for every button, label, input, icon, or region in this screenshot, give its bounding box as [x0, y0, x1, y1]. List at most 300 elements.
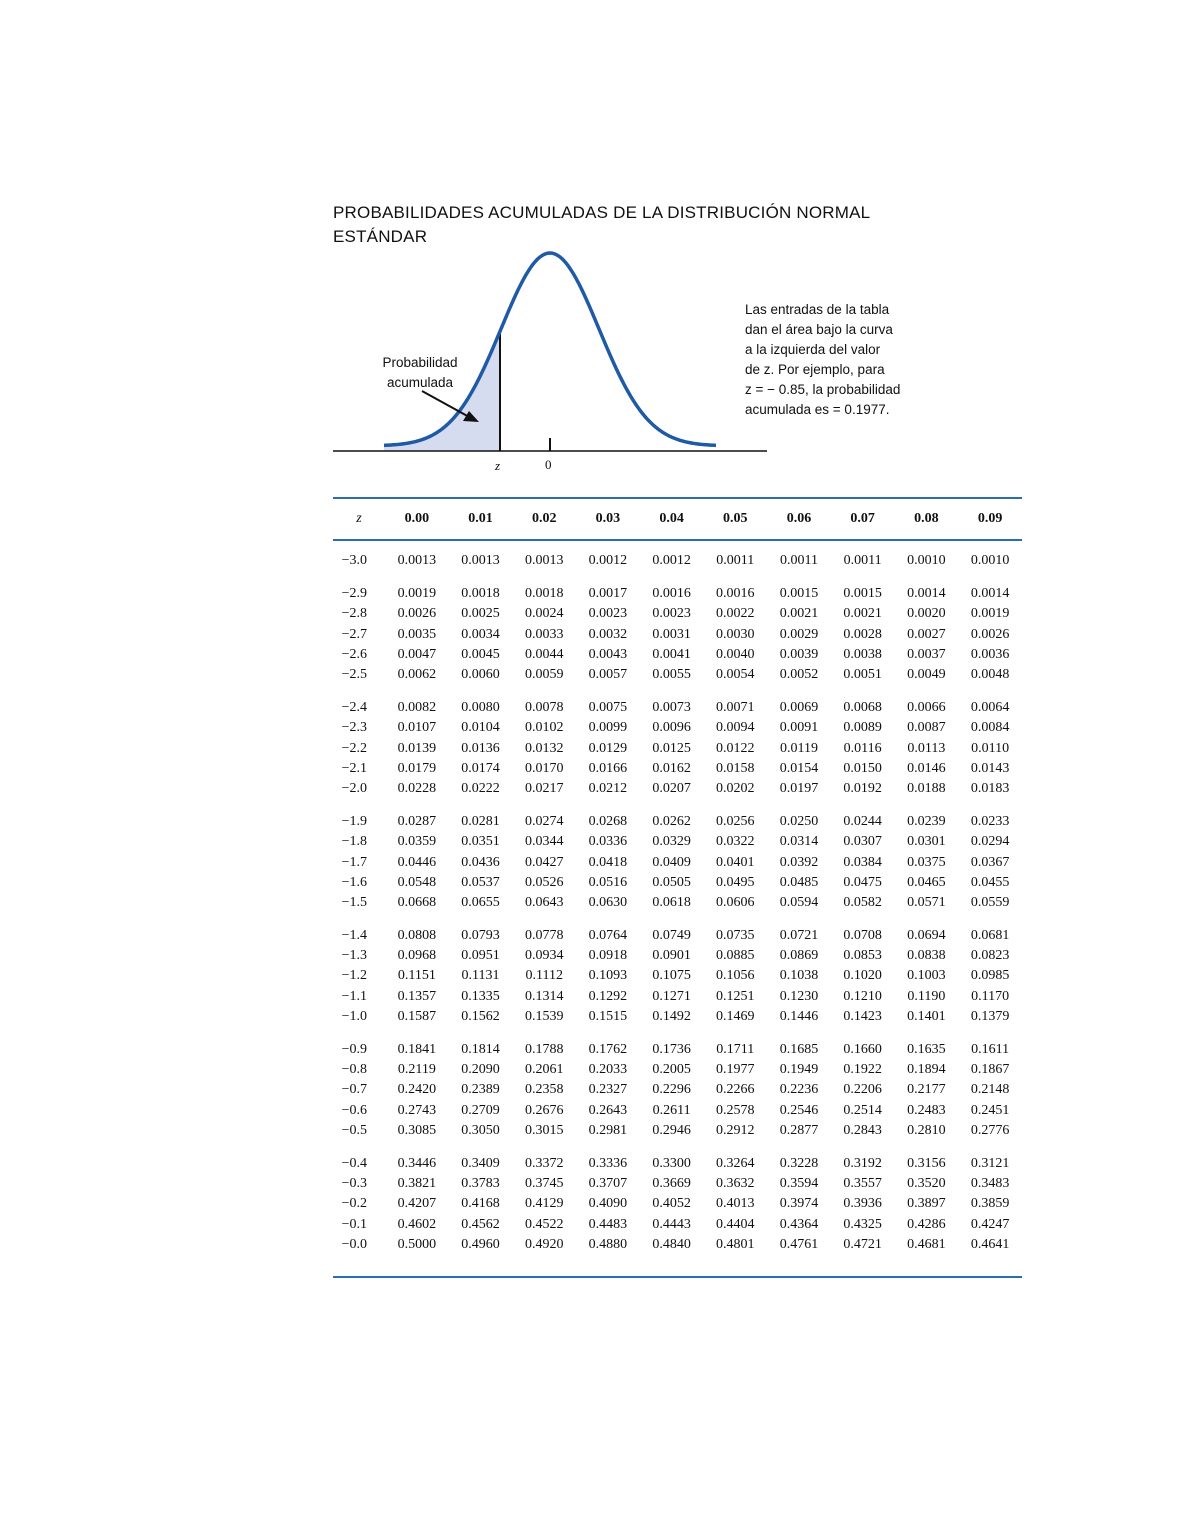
table-row — [333, 698, 1022, 718]
probability-cell: 0.0071 — [716, 700, 755, 716]
probability-cell: 0.0012 — [588, 553, 628, 569]
probability-cell: 0.0047 — [397, 646, 437, 662]
z-value-cell: −0.7 — [341, 1082, 367, 1098]
table-row — [333, 584, 1022, 604]
gap-cell — [333, 571, 1022, 584]
probability-cell: 0.3264 — [716, 1155, 755, 1171]
probability-cell: 0.0041 — [652, 646, 691, 662]
probability-cell: 0.0020 — [907, 606, 946, 622]
probability-cell: 0.0013 — [524, 553, 564, 569]
probability-cell: 0.0110 — [971, 740, 1010, 756]
probability-cell: 0.0022 — [716, 606, 755, 622]
probability-cell: 0.2389 — [461, 1082, 500, 1098]
probability-cell: 0.1762 — [588, 1042, 628, 1058]
column-header: 0.01 — [468, 510, 493, 526]
z-value-cell: −1.3 — [341, 948, 367, 964]
z-value-cell: −2.4 — [341, 700, 367, 716]
probability-cell: 0.0174 — [461, 760, 500, 776]
probability-cell: 0.0119 — [779, 740, 818, 756]
probability-cell: 0.0027 — [907, 626, 946, 642]
probability-cell: 0.1038 — [779, 968, 819, 984]
figure-caption — [745, 300, 965, 420]
probability-cell: 0.0069 — [779, 700, 819, 716]
table-row — [333, 946, 1022, 966]
probability-cell: 0.0028 — [843, 626, 882, 642]
probability-cell: 0.3821 — [397, 1176, 437, 1192]
probability-cell: 0.0885 — [716, 948, 755, 964]
probability-cell: 0.3707 — [588, 1176, 628, 1192]
probability-cell: 0.1894 — [907, 1062, 946, 1078]
z-value-cell: −1.2 — [341, 968, 367, 984]
probability-cell: 0.2776 — [970, 1122, 1010, 1138]
probability-cell: 0.0778 — [524, 928, 564, 944]
probability-cell: 0.4522 — [524, 1216, 564, 1232]
probability-cell: 0.0010 — [907, 553, 946, 569]
probability-cell: 0.4247 — [970, 1216, 1010, 1232]
probability-cell: 0.0132 — [524, 740, 564, 756]
probability-cell: 0.4090 — [588, 1196, 628, 1212]
probability-cell: 0.0351 — [461, 834, 500, 850]
probability-cell: 0.0096 — [652, 720, 691, 736]
probability-cell: 0.1922 — [843, 1062, 882, 1078]
probability-cell: 0.0113 — [907, 740, 946, 756]
z-value-cell: −3.0 — [341, 553, 367, 569]
table-row — [333, 739, 1022, 759]
probability-cell: 0.0064 — [970, 700, 1010, 716]
z-value-cell: −1.8 — [341, 834, 367, 850]
probability-cell: 0.0446 — [397, 854, 437, 870]
probability-cell: 0.1814 — [461, 1042, 500, 1058]
cumulative-probability-label — [372, 353, 468, 393]
probability-cell: 0.4920 — [524, 1236, 564, 1252]
probability-cell: 0.1190 — [907, 988, 946, 1004]
probability-cell: 0.0010 — [970, 553, 1010, 569]
z-value-cell: −1.6 — [341, 874, 367, 890]
group-gap-row — [333, 913, 1022, 926]
probability-cell: 0.0838 — [907, 948, 946, 964]
probability-cell: 0.0040 — [716, 646, 755, 662]
probability-cell: 0.0037 — [907, 646, 946, 662]
group-gap-row — [333, 685, 1022, 698]
probability-cell: 0.4641 — [970, 1236, 1010, 1252]
probability-cell: 0.0808 — [397, 928, 437, 944]
probability-cell: 0.0392 — [779, 854, 819, 870]
z-value-cell: −0.5 — [341, 1122, 367, 1138]
table-row — [333, 1101, 1022, 1121]
probability-cell: 0.0336 — [588, 834, 628, 850]
table-row — [333, 1060, 1022, 1080]
probability-cell: 0.0066 — [907, 700, 946, 716]
probability-cell: 0.2483 — [907, 1102, 946, 1118]
probability-cell: 0.0606 — [716, 894, 755, 910]
probability-cell: 0.0294 — [970, 834, 1010, 850]
probability-cell: 0.2843 — [843, 1122, 882, 1138]
probability-cell: 0.2877 — [779, 1122, 819, 1138]
table-row — [333, 1007, 1022, 1027]
probability-cell: 0.0268 — [588, 814, 628, 830]
probability-cell: 0.0166 — [588, 760, 628, 776]
probability-cell: 0.3483 — [970, 1176, 1010, 1192]
probability-cell: 0.2981 — [588, 1122, 628, 1138]
probability-cell: 0.0918 — [588, 948, 628, 964]
probability-cell: 0.0087 — [907, 720, 946, 736]
caption-line: de z. Por ejemplo, para — [745, 362, 885, 377]
group-gap-row — [333, 1027, 1022, 1040]
table-row — [333, 1154, 1022, 1174]
probability-cell: 0.0505 — [652, 874, 691, 890]
probability-cell: 0.0281 — [461, 814, 500, 830]
probability-cell: 0.0080 — [461, 700, 500, 716]
probability-cell: 0.1131 — [461, 968, 500, 984]
probability-cell: 0.4325 — [843, 1216, 882, 1232]
probability-cell: 0.0015 — [843, 586, 882, 602]
probability-cell: 0.1539 — [524, 1008, 564, 1024]
table-row — [333, 832, 1022, 852]
column-header: 0.07 — [850, 510, 875, 526]
probability-cell: 0.0026 — [970, 626, 1010, 642]
probability-cell: 0.1446 — [779, 1008, 819, 1024]
z-axis-label: z — [495, 458, 501, 473]
probability-cell: 0.0287 — [397, 814, 437, 830]
probability-cell: 0.0043 — [588, 646, 628, 662]
probability-cell: 0.0314 — [779, 834, 819, 850]
probability-cell: 0.4364 — [779, 1216, 819, 1232]
probability-cell: 0.2061 — [524, 1062, 564, 1078]
probability-cell: 0.0044 — [524, 646, 564, 662]
probability-cell: 0.0367 — [970, 854, 1010, 870]
probability-cell: 0.0401 — [716, 854, 755, 870]
probability-cell: 0.0024 — [524, 606, 564, 622]
z-value-cell: −2.6 — [341, 646, 367, 662]
probability-cell: 0.4960 — [461, 1236, 500, 1252]
probability-cell: 0.0618 — [652, 894, 691, 910]
probability-cell: 0.0495 — [716, 874, 755, 890]
probability-cell: 0.0026 — [397, 606, 437, 622]
probability-cell: 0.0011 — [779, 553, 818, 569]
probability-cell: 0.3015 — [524, 1122, 564, 1138]
probability-cell: 0.0192 — [843, 780, 882, 796]
table-row — [333, 759, 1022, 779]
probability-cell: 0.0049 — [907, 667, 946, 683]
probability-cell: 0.0032 — [588, 626, 628, 642]
probability-cell: 0.2514 — [843, 1102, 882, 1118]
z-value-cell: −0.3 — [341, 1176, 367, 1192]
probability-cell: 0.3085 — [397, 1122, 437, 1138]
probability-cell: 0.3783 — [461, 1176, 500, 1192]
probability-cell: 0.0559 — [970, 894, 1010, 910]
probability-cell: 0.1469 — [716, 1008, 755, 1024]
probability-cell: 0.2327 — [588, 1082, 628, 1098]
z-value-cell: −1.5 — [341, 894, 367, 910]
table-spacer-row — [333, 539, 1022, 551]
probability-cell: 0.0655 — [461, 894, 500, 910]
probability-cell: 0.2676 — [524, 1102, 564, 1118]
zero-axis-label: 0 — [545, 457, 552, 472]
z-value-cell: −0.2 — [341, 1196, 367, 1212]
probability-cell: 0.0116 — [843, 740, 882, 756]
gap-cell — [333, 1027, 1022, 1040]
probability-cell: 0.1587 — [397, 1008, 437, 1024]
table-row — [333, 625, 1022, 645]
probability-cell: 0.3372 — [524, 1155, 564, 1171]
probability-cell: 0.0019 — [397, 586, 437, 602]
probability-cell: 0.0016 — [652, 586, 691, 602]
probability-cell: 0.1230 — [779, 988, 819, 1004]
probability-cell: 0.0384 — [843, 854, 882, 870]
probability-cell: 0.0136 — [461, 740, 500, 756]
probability-cell: 0.0025 — [461, 606, 500, 622]
table-body — [333, 539, 1022, 1255]
group-gap-row — [333, 799, 1022, 812]
z-value-cell: −2.9 — [341, 586, 367, 602]
z-value-cell: −0.1 — [341, 1216, 367, 1232]
probability-cell: 0.0031 — [652, 626, 691, 642]
probability-cell: 0.0526 — [524, 874, 564, 890]
probability-cell: 0.1611 — [971, 1042, 1010, 1058]
probability-cell: 0.1251 — [716, 988, 755, 1004]
probability-cell: 0.0228 — [397, 780, 437, 796]
table-row — [333, 1214, 1022, 1234]
probability-cell: 0.4681 — [907, 1236, 946, 1252]
probability-cell: 0.1423 — [843, 1008, 882, 1024]
probability-cell: 0.0256 — [716, 814, 755, 830]
z-value-cell: −2.5 — [341, 667, 367, 683]
probability-cell: 0.0055 — [652, 667, 691, 683]
probability-cell: 0.0122 — [716, 740, 755, 756]
probability-cell: 0.4721 — [843, 1236, 882, 1252]
probability-cell: 0.1292 — [588, 988, 628, 1004]
probability-cell: 0.4207 — [397, 1196, 437, 1212]
probability-cell: 0.1075 — [652, 968, 691, 984]
probability-cell: 0.0068 — [843, 700, 882, 716]
probability-cell: 0.2005 — [652, 1062, 691, 1078]
z-value-cell: −0.0 — [341, 1236, 367, 1252]
z-value-cell: −1.4 — [341, 928, 367, 944]
probability-cell: 0.2358 — [524, 1082, 564, 1098]
table-row — [333, 1040, 1022, 1060]
probability-cell: 0.0582 — [843, 894, 882, 910]
probability-cell: 0.0951 — [461, 948, 500, 964]
table-row — [333, 812, 1022, 832]
probability-cell: 0.0059 — [524, 667, 564, 683]
probability-cell: 0.0013 — [397, 553, 437, 569]
probability-cell: 0.2611 — [652, 1102, 691, 1118]
probability-cell: 0.0158 — [716, 760, 755, 776]
probability-cell: 0.3936 — [843, 1196, 882, 1212]
probability-cell: 0.3121 — [970, 1155, 1010, 1171]
probability-cell: 0.4801 — [716, 1236, 755, 1252]
probability-cell: 0.2119 — [397, 1062, 436, 1078]
probability-cell: 0.0329 — [652, 834, 691, 850]
probability-cell: 0.0038 — [843, 646, 882, 662]
table-header-row — [333, 498, 1022, 539]
probability-cell: 0.4052 — [652, 1196, 691, 1212]
probability-cell: 0.0427 — [524, 854, 564, 870]
probability-cell: 0.1562 — [461, 1008, 500, 1024]
probability-cell: 0.0099 — [588, 720, 628, 736]
probability-cell: 0.0418 — [588, 854, 628, 870]
probability-cell: 0.0643 — [524, 894, 564, 910]
probability-cell: 0.0594 — [779, 894, 819, 910]
column-header: 0.02 — [531, 510, 557, 526]
table-row — [333, 1174, 1022, 1194]
probability-cell: 0.0207 — [652, 780, 691, 796]
table-row — [333, 987, 1022, 1007]
probability-cell: 0.1314 — [524, 988, 564, 1004]
probability-cell: 0.2266 — [716, 1082, 755, 1098]
probability-cell: 0.0823 — [970, 948, 1010, 964]
probability-cell: 0.0084 — [970, 720, 1010, 736]
z-value-cell: −1.0 — [341, 1008, 367, 1024]
probability-cell: 0.2810 — [907, 1122, 946, 1138]
z-value-cell: −0.9 — [341, 1042, 367, 1058]
prob-label-line: acumulada — [386, 375, 454, 390]
column-header: 0.00 — [404, 510, 430, 526]
caption-line: dan el área bajo la curva — [745, 322, 893, 337]
probability-cell: 0.0202 — [716, 780, 755, 796]
probability-cell: 0.0102 — [524, 720, 564, 736]
probability-cell: 0.1093 — [588, 968, 628, 984]
probability-cell: 0.2946 — [652, 1122, 691, 1138]
probability-cell: 0.3859 — [970, 1196, 1010, 1212]
caption-line: z = − 0.85, la probabilidad — [745, 382, 901, 397]
probability-cell: 0.1685 — [779, 1042, 819, 1058]
probability-cell: 0.0030 — [716, 626, 755, 642]
table-row — [333, 1235, 1022, 1255]
probability-cell: 0.1210 — [843, 988, 882, 1004]
probability-cell: 0.0409 — [652, 854, 691, 870]
probability-cell: 0.3669 — [652, 1176, 691, 1192]
probability-cell: 0.0052 — [779, 667, 819, 683]
probability-cell: 0.4013 — [716, 1196, 755, 1212]
probability-cell: 0.0129 — [588, 740, 628, 756]
probability-cell: 0.2643 — [588, 1102, 628, 1118]
probability-cell: 0.4286 — [907, 1216, 946, 1232]
probability-cell: 0.0029 — [779, 626, 819, 642]
table-row — [333, 718, 1022, 738]
group-gap-row — [333, 1141, 1022, 1154]
normal-curve-figure — [330, 240, 780, 460]
probability-cell: 0.0179 — [397, 760, 437, 776]
probability-cell: 0.3050 — [461, 1122, 500, 1138]
probability-cell: 0.0262 — [652, 814, 691, 830]
caption-line: Las entradas de la tabla — [745, 302, 890, 317]
table-row — [333, 1194, 1022, 1214]
probability-cell: 0.0015 — [779, 586, 819, 602]
probability-cell: 0.2296 — [652, 1082, 691, 1098]
column-header: 0.06 — [786, 510, 812, 526]
table-row — [333, 645, 1022, 665]
probability-cell: 0.2206 — [843, 1082, 882, 1098]
z-value-cell: −2.8 — [341, 606, 367, 622]
column-header: 0.03 — [595, 510, 621, 526]
table-row — [333, 779, 1022, 799]
probability-cell: 0.1056 — [716, 968, 755, 984]
probability-cell: 0.0150 — [843, 760, 882, 776]
probability-cell: 0.0694 — [907, 928, 946, 944]
probability-cell: 0.0125 — [652, 740, 691, 756]
probability-cell: 0.0013 — [461, 553, 500, 569]
probability-cell: 0.0239 — [907, 814, 946, 830]
probability-cell: 0.0985 — [970, 968, 1010, 984]
probability-cell: 0.0359 — [397, 834, 437, 850]
table-row — [333, 926, 1022, 946]
probability-cell: 0.0668 — [397, 894, 437, 910]
probability-cell: 0.1736 — [652, 1042, 691, 1058]
probability-cell: 0.0036 — [970, 646, 1010, 662]
table-row — [333, 1080, 1022, 1100]
probability-cell: 0.0021 — [779, 606, 819, 622]
group-gap-row — [333, 571, 1022, 584]
probability-cell: 0.2420 — [397, 1082, 437, 1098]
spacer-cell — [333, 539, 1022, 551]
page-title: PROBABILIDADES ACUMULADAS DE LA DISTRIBUCIÓN NORMAL ESTÁNDAR — [333, 203, 870, 246]
probability-cell: 0.0082 — [397, 700, 437, 716]
probability-cell: 0.4483 — [588, 1216, 628, 1232]
probability-cell: 0.0034 — [461, 626, 500, 642]
z-value-cell: −1.1 — [341, 988, 367, 1004]
probability-cell: 0.2912 — [716, 1122, 755, 1138]
probability-cell: 0.2090 — [461, 1062, 500, 1078]
probability-cell: 0.0073 — [652, 700, 691, 716]
probability-cell: 0.3300 — [652, 1155, 691, 1171]
probability-cell: 0.0170 — [524, 760, 564, 776]
probability-cell: 0.0188 — [907, 780, 946, 796]
probability-cell: 0.1788 — [524, 1042, 564, 1058]
column-header: 0.05 — [723, 510, 748, 526]
caption-line: acumulada es = 0.1977. — [745, 402, 890, 417]
probability-cell: 0.3594 — [779, 1176, 819, 1192]
probability-cell: 0.0011 — [716, 553, 755, 569]
probability-cell: 0.3745 — [524, 1176, 564, 1192]
table-bottom-rule — [333, 1276, 1022, 1278]
probability-cell: 0.0222 — [461, 780, 500, 796]
probability-cell: 0.0154 — [779, 760, 819, 776]
probability-cell: 0.0078 — [524, 700, 564, 716]
probability-cell: 0.1515 — [588, 1008, 628, 1024]
probability-cell: 0.0054 — [716, 667, 755, 683]
probability-cell: 0.3897 — [907, 1196, 946, 1212]
probability-cell: 0.2148 — [970, 1082, 1010, 1098]
probability-cell: 0.0307 — [843, 834, 882, 850]
probability-cell: 0.3156 — [907, 1155, 946, 1171]
probability-cell: 0.0016 — [716, 586, 755, 602]
gap-cell — [333, 913, 1022, 926]
probability-cell: 0.4443 — [652, 1216, 691, 1232]
probability-cell: 0.0537 — [461, 874, 500, 890]
probability-cell: 0.0014 — [970, 586, 1010, 602]
probability-cell: 0.1151 — [397, 968, 436, 984]
probability-cell: 0.0162 — [652, 760, 691, 776]
probability-cell: 0.1020 — [843, 968, 882, 984]
probability-cell: 0.1379 — [970, 1008, 1010, 1024]
z-value-cell: −2.1 — [341, 760, 367, 776]
table-row — [333, 604, 1022, 624]
probability-cell: 0.4602 — [397, 1216, 437, 1232]
probability-cell: 0.3520 — [907, 1176, 946, 1192]
probability-cell: 0.0455 — [970, 874, 1010, 890]
probability-cell: 0.1003 — [907, 968, 946, 984]
probability-cell: 0.0094 — [716, 720, 755, 736]
probability-cell: 0.0274 — [524, 814, 564, 830]
probability-cell: 0.0749 — [652, 928, 691, 944]
probability-cell: 0.0183 — [970, 780, 1010, 796]
probability-cell: 0.4880 — [588, 1236, 628, 1252]
probability-cell: 0.0107 — [397, 720, 437, 736]
probability-cell: 0.4562 — [461, 1216, 500, 1232]
probability-cell: 0.0681 — [970, 928, 1010, 944]
probability-cell: 0.0375 — [907, 854, 946, 870]
